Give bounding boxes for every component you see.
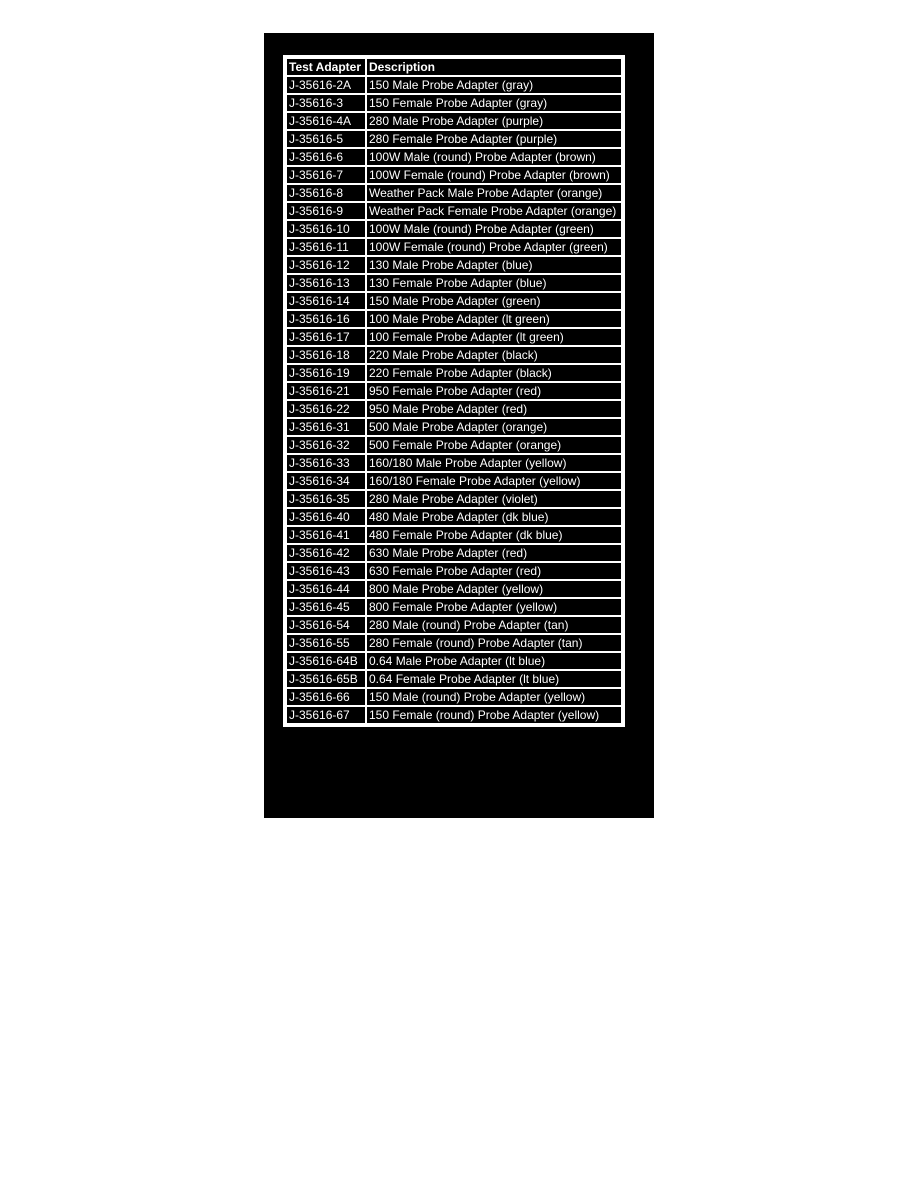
table-row bbox=[287, 365, 621, 381]
adapter-part-number: J-35616-8 bbox=[287, 185, 365, 201]
adapter-description: 480 Male Probe Adapter (dk blue) bbox=[367, 509, 621, 525]
adapter-part-number: J-35616-19 bbox=[287, 365, 365, 381]
adapter-part-number: J-35616-21 bbox=[287, 383, 365, 399]
adapter-part-number: J-35616-67 bbox=[287, 707, 365, 723]
adapter-description: 280 Female Probe Adapter (purple) bbox=[367, 131, 621, 147]
table-row bbox=[287, 311, 621, 327]
adapter-description: 150 Male Probe Adapter (gray) bbox=[367, 77, 621, 93]
table-row bbox=[287, 221, 621, 237]
adapter-description: 100W Female (round) Probe Adapter (green) bbox=[367, 239, 621, 255]
table-header-row bbox=[287, 59, 621, 75]
adapter-part-number: J-35616-65B bbox=[287, 671, 365, 687]
adapter-description: 100W Male (round) Probe Adapter (green) bbox=[367, 221, 621, 237]
table-row bbox=[287, 617, 621, 633]
table-row bbox=[287, 203, 621, 219]
table-row bbox=[287, 653, 621, 669]
adapter-description: 160/180 Male Probe Adapter (yellow) bbox=[367, 455, 621, 471]
adapter-part-number: J-35616-34 bbox=[287, 473, 365, 489]
adapter-description: 500 Female Probe Adapter (orange) bbox=[367, 437, 621, 453]
adapter-part-number: J-35616-44 bbox=[287, 581, 365, 597]
adapter-part-number: J-35616-2A bbox=[287, 77, 365, 93]
adapter-part-number: J-35616-9 bbox=[287, 203, 365, 219]
adapter-part-number: J-35616-18 bbox=[287, 347, 365, 363]
adapter-description: 150 Female (round) Probe Adapter (yellow) bbox=[367, 707, 621, 723]
table-row bbox=[287, 599, 621, 615]
table-row bbox=[287, 167, 621, 183]
adapter-description: Weather Pack Female Probe Adapter (orange) bbox=[367, 203, 621, 219]
table-row bbox=[287, 707, 621, 723]
adapter-part-number: J-35616-66 bbox=[287, 689, 365, 705]
adapter-part-number: J-35616-55 bbox=[287, 635, 365, 651]
adapter-part-number: J-35616-6 bbox=[287, 149, 365, 165]
table-row bbox=[287, 635, 621, 651]
table-row bbox=[287, 131, 621, 147]
table-row bbox=[287, 419, 621, 435]
adapter-part-number: J-35616-12 bbox=[287, 257, 365, 273]
table-row bbox=[287, 77, 621, 93]
adapter-description: 500 Male Probe Adapter (orange) bbox=[367, 419, 621, 435]
adapter-description: 150 Female Probe Adapter (gray) bbox=[367, 95, 621, 111]
table-row bbox=[287, 329, 621, 345]
adapter-description: 100 Male Probe Adapter (lt green) bbox=[367, 311, 621, 327]
adapter-description: 280 Male (round) Probe Adapter (tan) bbox=[367, 617, 621, 633]
adapter-part-number: J-35616-14 bbox=[287, 293, 365, 309]
table-row bbox=[287, 581, 621, 597]
adapter-description: 100W Male (round) Probe Adapter (brown) bbox=[367, 149, 621, 165]
adapter-part-number: J-35616-5 bbox=[287, 131, 365, 147]
adapter-description: 150 Male (round) Probe Adapter (yellow) bbox=[367, 689, 621, 705]
table-row bbox=[287, 95, 621, 111]
table-row bbox=[287, 401, 621, 417]
adapter-part-number: J-35616-54 bbox=[287, 617, 365, 633]
adapter-part-number: J-35616-40 bbox=[287, 509, 365, 525]
table-row bbox=[287, 473, 621, 489]
table-image-panel bbox=[264, 33, 654, 818]
table-row bbox=[287, 509, 621, 525]
adapter-part-number: J-35616-17 bbox=[287, 329, 365, 345]
adapter-part-number: J-35616-10 bbox=[287, 221, 365, 237]
adapter-description: 100W Female (round) Probe Adapter (brown) bbox=[367, 167, 621, 183]
table-row bbox=[287, 563, 621, 579]
adapter-description: 160/180 Female Probe Adapter (yellow) bbox=[367, 473, 621, 489]
table-row bbox=[287, 347, 621, 363]
adapter-part-number: J-35616-7 bbox=[287, 167, 365, 183]
table-row bbox=[287, 113, 621, 129]
adapter-description: 0.64 Male Probe Adapter (lt blue) bbox=[367, 653, 621, 669]
adapter-part-number: J-35616-43 bbox=[287, 563, 365, 579]
adapter-description: 800 Male Probe Adapter (yellow) bbox=[367, 581, 621, 597]
adapter-part-number: J-35616-4A bbox=[287, 113, 365, 129]
adapter-description: 280 Male Probe Adapter (purple) bbox=[367, 113, 621, 129]
adapter-part-number: J-35616-22 bbox=[287, 401, 365, 417]
test-adapter-table bbox=[283, 55, 625, 727]
adapter-description: 150 Male Probe Adapter (green) bbox=[367, 293, 621, 309]
adapter-part-number: J-35616-16 bbox=[287, 311, 365, 327]
adapter-part-number: J-35616-31 bbox=[287, 419, 365, 435]
adapter-description: 0.64 Female Probe Adapter (lt blue) bbox=[367, 671, 621, 687]
adapter-description: 480 Female Probe Adapter (dk blue) bbox=[367, 527, 621, 543]
table-row bbox=[287, 293, 621, 309]
adapter-part-number: J-35616-45 bbox=[287, 599, 365, 615]
adapter-description: 950 Male Probe Adapter (red) bbox=[367, 401, 621, 417]
table-row bbox=[287, 455, 621, 471]
adapter-part-number: J-35616-42 bbox=[287, 545, 365, 561]
table-row bbox=[287, 149, 621, 165]
adapter-description: 100 Female Probe Adapter (lt green) bbox=[367, 329, 621, 345]
adapter-part-number: J-35616-35 bbox=[287, 491, 365, 507]
adapter-description: 630 Female Probe Adapter (red) bbox=[367, 563, 621, 579]
adapter-part-number: J-35616-33 bbox=[287, 455, 365, 471]
adapter-part-number: J-35616-32 bbox=[287, 437, 365, 453]
adapter-part-number: J-35616-41 bbox=[287, 527, 365, 543]
table-row bbox=[287, 275, 621, 291]
header-test-adapter: Test Adapter bbox=[287, 59, 365, 75]
table-row bbox=[287, 545, 621, 561]
table-row bbox=[287, 239, 621, 255]
table-row bbox=[287, 383, 621, 399]
adapter-part-number: J-35616-13 bbox=[287, 275, 365, 291]
table-body bbox=[287, 77, 621, 723]
table-row bbox=[287, 257, 621, 273]
adapter-description: Weather Pack Male Probe Adapter (orange) bbox=[367, 185, 621, 201]
adapter-description: 280 Male Probe Adapter (violet) bbox=[367, 491, 621, 507]
adapter-part-number: J-35616-3 bbox=[287, 95, 365, 111]
adapter-description: 800 Female Probe Adapter (yellow) bbox=[367, 599, 621, 615]
adapter-description: 280 Female (round) Probe Adapter (tan) bbox=[367, 635, 621, 651]
adapter-description: 130 Female Probe Adapter (blue) bbox=[367, 275, 621, 291]
adapter-description: 130 Male Probe Adapter (blue) bbox=[367, 257, 621, 273]
adapter-description: 220 Male Probe Adapter (black) bbox=[367, 347, 621, 363]
table-row bbox=[287, 491, 621, 507]
adapter-description: 630 Male Probe Adapter (red) bbox=[367, 545, 621, 561]
table-row bbox=[287, 671, 621, 687]
table-row bbox=[287, 527, 621, 543]
table-row bbox=[287, 689, 621, 705]
adapter-description: 950 Female Probe Adapter (red) bbox=[367, 383, 621, 399]
adapter-description: 220 Female Probe Adapter (black) bbox=[367, 365, 621, 381]
header-description: Description bbox=[367, 59, 621, 75]
table-row bbox=[287, 437, 621, 453]
adapter-part-number: J-35616-64B bbox=[287, 653, 365, 669]
table-row bbox=[287, 185, 621, 201]
adapter-part-number: J-35616-11 bbox=[287, 239, 365, 255]
